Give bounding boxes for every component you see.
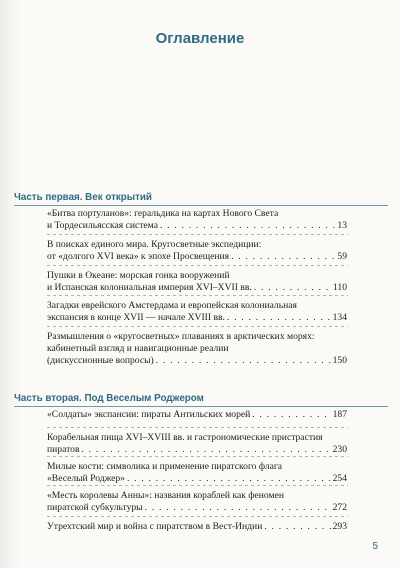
toc-page-number: 254 [332, 473, 347, 484]
leader-dots [145, 502, 331, 514]
entry-separator [47, 265, 348, 266]
toc-entry-line [47, 461, 347, 473]
toc-entry[interactable] [47, 461, 347, 485]
toc-page-number: 59 [337, 251, 347, 262]
leader-dots [160, 220, 335, 232]
toc-entry-line [47, 282, 347, 294]
toc-entry-line [47, 270, 347, 282]
toc-entry[interactable] [47, 409, 347, 421]
entry-separator [47, 295, 348, 296]
entry-separator [47, 516, 348, 517]
toc-entry-text: экспансия в конце XVII — начале XVIII вв. [47, 312, 225, 323]
toc-entry-text: (дискуссионные вопросы) [47, 355, 154, 366]
toc-page-number: 150 [332, 355, 347, 366]
toc-entry-line [47, 490, 347, 502]
toc-page-number: 134 [332, 312, 347, 323]
entry-separator [47, 485, 348, 486]
toc-entry-line [47, 343, 347, 355]
toc-entry-text: пиратской субкультуры [47, 502, 143, 513]
toc-entry[interactable] [47, 239, 347, 263]
toc-entry-line [47, 331, 347, 343]
toc-page-number: 110 [332, 282, 347, 293]
toc-entry-line [47, 208, 347, 220]
toc-entry-line [47, 312, 347, 324]
toc-entry-text: «Веселый Роджер» [47, 473, 125, 484]
page-title: Оглавление [155, 30, 245, 47]
toc-entry-line [47, 300, 347, 312]
leader-dots [156, 355, 331, 367]
leader-dots [127, 473, 331, 485]
toc-entry-text: кабинетный взгляд и навигационные реалии [47, 343, 229, 354]
toc-page-number: 293 [332, 521, 347, 532]
toc-entry-text: и Тордесильясская система [47, 220, 158, 231]
toc-entry-line [47, 355, 347, 367]
leader-dots [227, 312, 331, 324]
toc-entry-line [47, 251, 347, 263]
leader-dots [252, 409, 330, 421]
toc-entry-line [47, 444, 347, 456]
toc-entry-text: от «долгого XVI века» к эпохе Просвещения [47, 251, 230, 262]
toc-entry-line [47, 409, 347, 421]
entry-separator [47, 326, 348, 327]
toc-page-number: 272 [332, 502, 347, 513]
toc-entry-text: «Битва портуланов»: геральдика на картах Нового Света [47, 208, 279, 219]
leader-dots [231, 251, 335, 263]
toc-entry-line [47, 502, 347, 514]
toc-entry[interactable] [47, 270, 347, 294]
part-title: Часть вторая. Под Веселым Роджером [14, 393, 204, 404]
entry-separator [47, 234, 348, 235]
toc-entry-line [47, 432, 347, 444]
page-number: 5 [372, 541, 378, 552]
toc-entry[interactable] [47, 331, 347, 367]
bleed-through-text [210, 58, 382, 136]
toc-entry-text: Размышления о «кругосветных» плаваниях в арктических морях: [47, 331, 315, 342]
leader-dots [264, 521, 330, 533]
leader-dots [81, 444, 330, 456]
entry-separator [47, 456, 348, 457]
toc-entry-text: Пушки в Океане: морская гонка вооружений [47, 270, 230, 281]
toc-entry-text: «Месть королевы Анны»: названия кораблей как феномен [47, 490, 284, 501]
toc-entry-text: В поисках единого мира. Кругосветные экспедиции: [47, 239, 262, 250]
toc-entry-line [47, 473, 347, 485]
toc-entry[interactable] [47, 208, 347, 232]
entry-separator [47, 427, 348, 428]
part-divider [14, 406, 388, 407]
toc-entry-text: Загадки еврейского Амстердама и европейская колониальная [47, 300, 297, 311]
toc-entry[interactable] [47, 432, 347, 456]
toc-entry-line [47, 521, 347, 533]
toc-page-number: 187 [332, 409, 347, 420]
toc-page-number: 13 [337, 220, 347, 231]
toc-entry-text: Корабельная пища XVI–XVIII вв. и гастрономические пристрастия [47, 432, 323, 443]
toc-entry-text: «Солдаты» экспансии: пираты Антильских морей [47, 409, 251, 420]
part-title: Часть первая. Век открытий [14, 192, 152, 203]
toc-entry-text: пиратов [47, 444, 80, 455]
toc-entry-line [47, 220, 347, 232]
leader-dots [254, 282, 331, 294]
toc-entry-text: Милые кости: символика и применение пиратского флага [47, 461, 283, 472]
toc-entry-line [47, 239, 347, 251]
toc-page-number: 230 [332, 444, 347, 455]
toc-entry[interactable] [47, 300, 347, 324]
toc-entry[interactable] [47, 490, 347, 514]
part-divider [14, 205, 388, 206]
toc-entry[interactable] [47, 521, 347, 533]
toc-entry-text: Утрехтский мир и война с пиратством в Вест-Индии [47, 521, 263, 532]
toc-entry-text: и Испанская колониальная империя XVI–XVII вв. [47, 282, 252, 293]
